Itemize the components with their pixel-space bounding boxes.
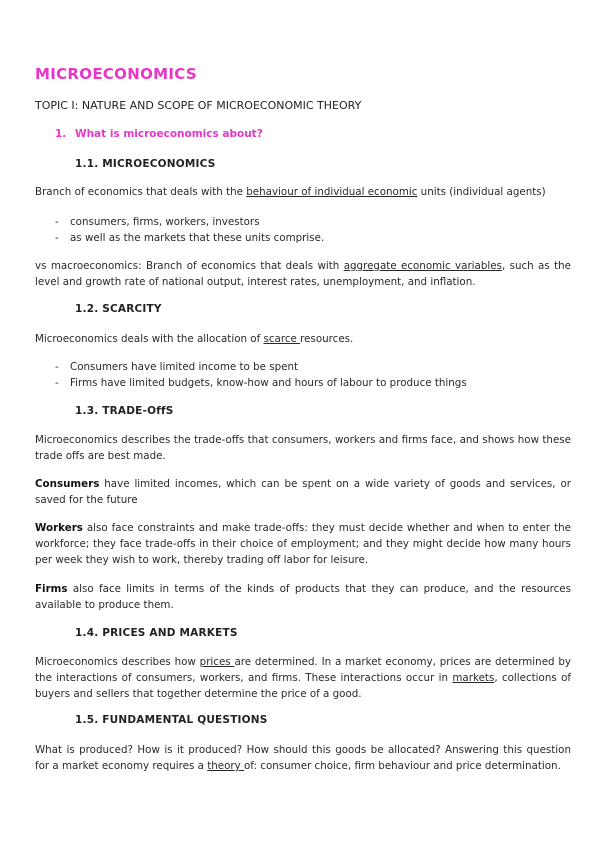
- topic-heading: TOPIC I: NATURE AND SCOPE OF MICROECONOMIC THEORY: [35, 99, 362, 112]
- list-item: - consumers, firms, workers, investors: [55, 216, 260, 228]
- bullet-list-scarcity: [55, 359, 467, 391]
- paragraph-tradeoffs: Microeconomics describes the trade-offs that consumers, workers and firms face, and shows how these trade offs are best made.: [35, 434, 571, 462]
- paragraph-firms: Firms also face limits in terms of the kinds of products that they can produce, and the resources available to produce them.: [35, 583, 571, 611]
- paragraph-scarcity: Microeconomics deals with the allocation of scarce resources.: [35, 333, 354, 345]
- section-heading-tradeoffs: 1.3. TRADE-OffS: [75, 405, 174, 417]
- paragraph-definition: Branch of economics that deals with the behaviour of individual economic units (individual agents): [35, 186, 546, 198]
- question-heading: [55, 128, 263, 140]
- paragraph-prices: Microeconomics describes how prices are determined. In a market economy, prices are determined by the interactions of consumers, workers, and firms. These interactions occur in markets, collections of buyers and sellers that together determine the price of a good.: [35, 656, 572, 700]
- paragraph-workers: Workers also face constraints and make trade-offs: they must decide whether and when to enter the workforce; they face trade-offs in their choice of employment; and they might decide how many hours per week they wish to work, thereby trading off labor for leisure.: [35, 522, 571, 566]
- question-number: 1.: [55, 128, 67, 140]
- bullet-list-units: [55, 214, 324, 246]
- list-item: - as well as the markets that these units comprise.: [55, 232, 325, 244]
- paragraph-questions: What is produced? How is it produced? How should this goods be allocated? Answering this question for a market economy requires a theory of: consumer choice, firm behaviour and price determination.: [35, 744, 571, 772]
- section-heading-microeconomics: 1.1. MICROECONOMICS: [75, 158, 216, 170]
- question-text: What is microeconomics about?: [75, 128, 263, 140]
- paragraph-consumers: Consumers have limited incomes, which can be spent on a wide variety of goods and services, or saved for the future: [35, 478, 571, 506]
- section-heading-prices: 1.4. PRICES AND MARKETS: [75, 627, 238, 639]
- section-heading-questions: 1.5. FUNDAMENTAL QUESTIONS: [75, 714, 268, 726]
- list-item: - Consumers have limited income to be spent: [55, 361, 299, 373]
- section-heading-scarcity: 1.2. SCARCITY: [75, 303, 162, 315]
- paragraph-vs-macro: vs macroeconomics: Branch of economics that deals with aggregate economic variables, such as the level and growth rate of national output, interest rates, unemployment, and inflation.: [35, 260, 571, 288]
- document-title: MICROECONOMICS: [35, 65, 197, 83]
- list-item: - Firms have limited budgets, know-how and hours of labour to produce things: [55, 377, 467, 389]
